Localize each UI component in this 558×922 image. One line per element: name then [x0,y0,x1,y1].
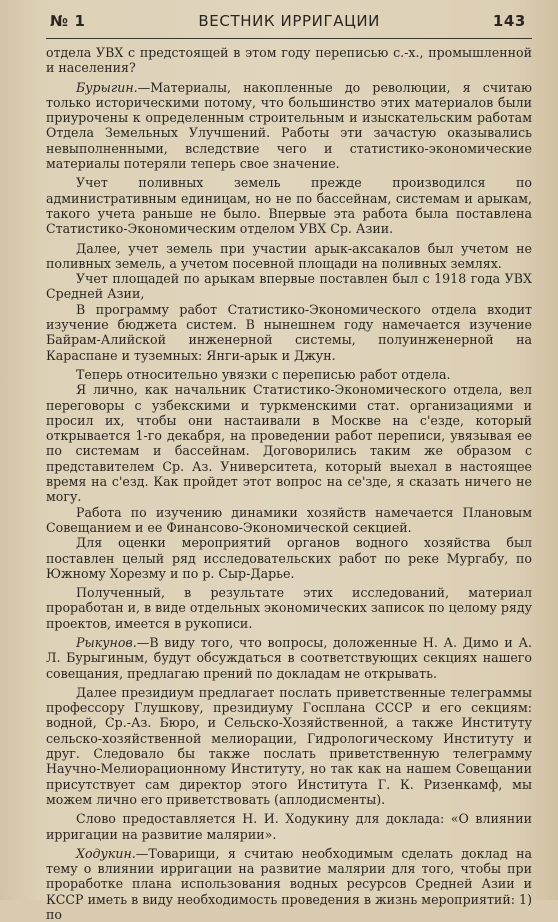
paragraph-text: Слово предоставляется Н. И. Ходукину для доклада: «О влиянии ирригации на развитие малярии». [46,811,532,842]
paragraph [46,635,532,681]
paragraph-text: Учет площадей по арыкам впервые поставлен был с 1918 года УВХ Средней Азии, [46,271,532,302]
paragraph [46,271,532,302]
paragraph [46,811,532,842]
issue-number: № 1 [50,12,86,30]
paragraph [46,505,532,536]
paragraph [46,80,532,172]
journal-title: ВЕСТНИК ИРРИГАЦИИ [198,12,380,30]
paragraph-text: Полученный, в результате этих исследований, материал проработан и, в виде отдельных экономических записок по целому ряду проектов, имеется в рукописи. [46,585,533,631]
paragraph-text: Я лично, как начальник Статистико-Экономического отдела, вел переговоры с узбекскими и туркменскими стат. организациями и просил их, чтобы они настаивали в Москве на с'езде, который открывается 1-го декабря, на проведении работ переписи, увязывая ее по системам и бассейнам. Договорились таким же образом с представителем Ср. Аз. Университета, который выехал в настоящее время на с'езд. Как пройдет этот вопрос на се'зде, я сказать ничего не могу. [46,382,532,505]
speaker-name: Ходукин. [76,845,136,861]
paragraph-text: Далее президиум предлагает послать приветственные телеграммы профессору Глушкову, президиуму Госплана СССР и его секциям: водной, Ср.-Аз. Бюро, и Сельско-Хозяйственной, а также Институту сельско-хозяйственной мелиорации, Гидрологическому Институту и друг. Следовало бы также послать приветственную телеграмму Научно-Мелиорационному Институту, но так как на нашем Совещании присутствует сам директор этого Института Г. К. Ризенкамф, мы можем лично его приветствовать (аплодисменты). [46,684,532,807]
paragraph [46,241,532,272]
paragraph-text: —Товарищи, я считаю необходимым сделать доклад на тему о влиянии ирригации на развитие малярии для того, чтобы при проработке плана использования водных ресурсов Средней Азии и КССР иметь в виду необходимость проведения в жизнь мероприятий: 1) по [46,845,532,922]
paragraph [46,302,532,363]
paragraph [46,367,532,382]
paragraph-text: В программу работ Статистико-Экономического отдела входит изучение бюджета систем. В нынешнем году намечается изучение Байрам-Алийской инженерной системы, полуинженерной на Караспане и туземных: Янги-арык и Джун. [46,301,532,363]
running-header [46,12,532,39]
paragraph-text: Теперь относительно увязки с переписью работ отдела. [76,366,451,382]
paragraph [46,585,532,631]
speaker-name: Рыкунов. [76,634,137,650]
paragraph-text: —Материалы, накопленные до революции, я считаю только историческими потому, что большинство этих материалов были приурочены к определенным строительным и изыскательским работам Отдела Земельных Улучшений. Работы эти зачастую оказывались невыполненными, вследствие чего и статистико-экономические материалы потеряли теперь свое значение. [46,79,532,172]
paragraph-text: Работа по изучению динамики хозяйств намечается Плановым Совещанием и ее Финансово-Экономической секцией. [46,504,532,535]
article-body [46,45,532,922]
paragraph-text: Для оценки мероприятий органов водного хозяйства был поставлен целый ряд исследовательских работ по реке Мургабу, по Южному Хорезму и по р. Сыр-Дарье. [46,535,532,581]
paragraph [46,382,532,504]
paragraph-text: отдела УВХ с предстоящей в этом году переписью с.-х., промышленной и населения? [46,45,532,76]
paragraph [46,535,532,581]
paragraph [46,846,532,922]
paragraph [46,175,532,236]
paragraph-text: —В виду того, что вопросы, доложенные Н. А. Димо и А. Л. Бурыгиным, будут обсуждаться в соответствующих секциях нашего совещания, предлагаю прений по докладам не открывать. [46,634,532,681]
paragraph-text: Далее, учет земель при участии арык-аксакалов был учетом не поливных земель, а учетом посевной площади на поливных землях. [46,240,532,271]
page-number: 143 [492,12,526,30]
paragraph [46,685,532,807]
paragraph [46,45,532,76]
paragraph-text: Учет поливных земель прежде производился по административным единицам, но не по бассейнам, системам и арыкам, такого учета раньше не было. Впервые эта работа была поставлена Статистико-Экономическим отделом УВХ Ср. Азии. [46,175,532,237]
speaker-name: Бурыгин. [76,79,138,95]
